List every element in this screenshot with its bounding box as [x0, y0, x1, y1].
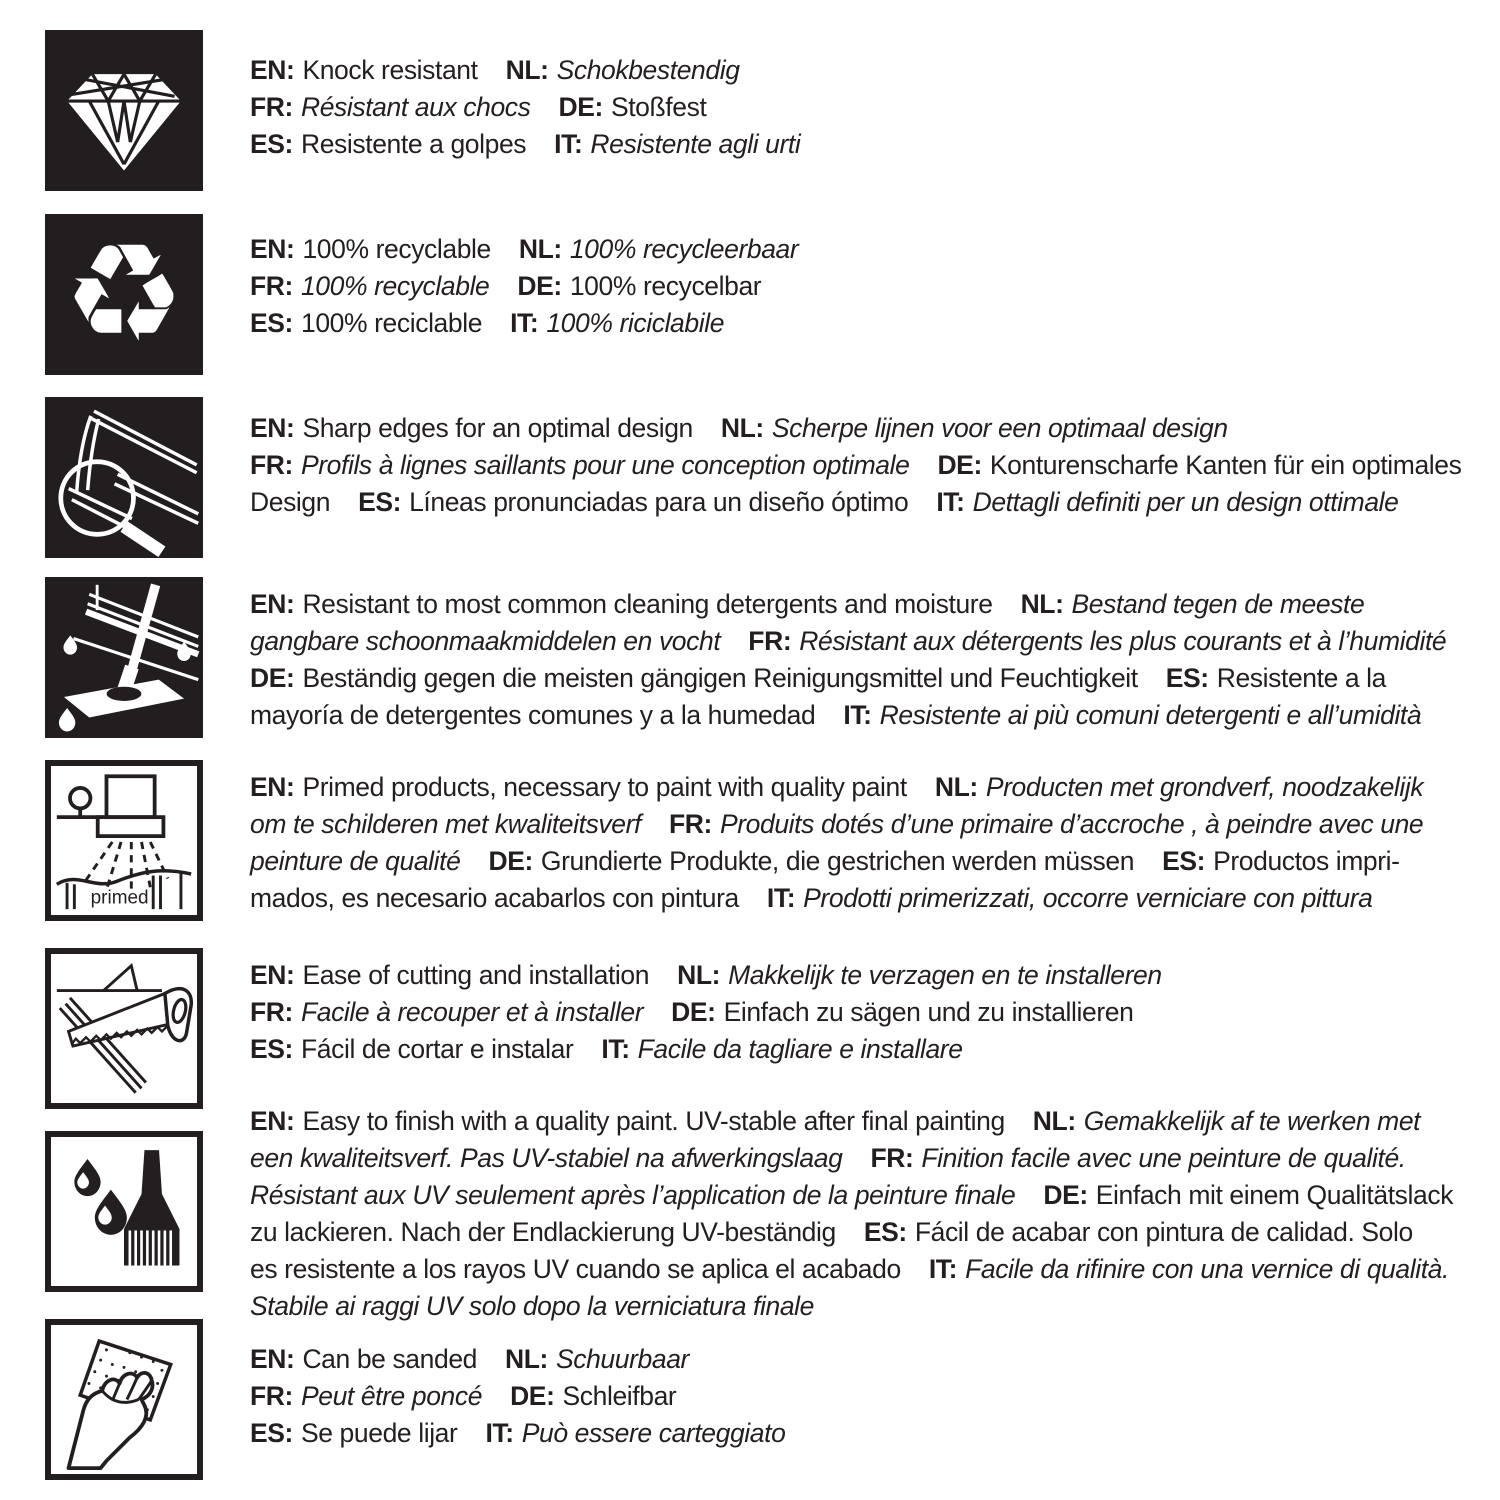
- feature-description: zu lackieren. Nach der Endlackierung UV-beständig: [250, 1217, 836, 1247]
- language-label: ES:: [1162, 846, 1206, 876]
- language-segment: [250, 1418, 457, 1448]
- language-segment: [250, 1291, 814, 1321]
- feature-text-line: [250, 484, 1495, 521]
- language-label: IT:: [601, 1034, 630, 1064]
- feature-description: Peut être poncé: [300, 1381, 483, 1411]
- language-segment: [250, 1254, 901, 1284]
- language-label: FR:: [250, 997, 293, 1027]
- language-segment: [748, 626, 1446, 656]
- feature-text-line: [250, 843, 1495, 880]
- feature-description: Fácil de cortar e instalar: [300, 1034, 574, 1064]
- feature-description: Résistant aux UV seulement après l’application de la peinture finale: [250, 1180, 1016, 1210]
- feature-description: Facile à recouper et à installer: [300, 997, 644, 1027]
- language-label: DE:: [671, 997, 716, 1027]
- language-label: IT:: [766, 883, 796, 913]
- language-label: NL:: [934, 772, 978, 802]
- feature-text-line: [250, 89, 1495, 126]
- language-label: DE:: [250, 663, 295, 693]
- feature-description: een kwaliteitsverf. Pas UV-stabiel na afwerkingslaag: [250, 1143, 843, 1173]
- feature-description: Líneas pronunciadas para un diseño óptimo: [409, 487, 909, 517]
- feature-text-line: [250, 447, 1495, 484]
- language-label: IT:: [928, 1254, 958, 1284]
- ease-of-cutting-text: [250, 957, 1495, 1068]
- language-segment: [870, 1143, 1405, 1173]
- feature-description: Knock resistant: [302, 55, 478, 85]
- language-segment: [677, 960, 1162, 990]
- feature-text-line: [250, 52, 1495, 89]
- feature-text-line: [250, 806, 1495, 843]
- language-segment: [250, 1381, 482, 1411]
- language-label: FR:: [669, 809, 712, 839]
- recycle-icon: [45, 214, 203, 375]
- feature-description: Fácil de acabar con pintura de calidad. Solo: [914, 1217, 1413, 1247]
- language-segment: [250, 997, 643, 1027]
- feature-description: Gemakkelijk af te werken met: [1083, 1106, 1421, 1136]
- language-segment: [250, 700, 815, 730]
- language-segment: [1033, 1106, 1420, 1136]
- handsaw-icon: [51, 954, 197, 1103]
- feature-description: peinture de qualité: [250, 846, 461, 876]
- language-segment: [517, 271, 761, 301]
- primed-products-icon: [45, 760, 203, 921]
- language-label: DE:: [488, 846, 533, 876]
- language-segment: [559, 92, 707, 122]
- language-segment: [601, 1034, 962, 1064]
- language-segment: [250, 1143, 842, 1173]
- language-segment: [505, 1344, 689, 1374]
- feature-description: 100% recyclable: [300, 271, 490, 301]
- feature-description: 100% recycleerbaar: [569, 234, 799, 264]
- can-be-sanded-icon: [45, 1319, 203, 1480]
- language-segment: [250, 1344, 477, 1374]
- language-segment: [1021, 589, 1365, 619]
- feature-description: Resistente ai più comuni detergenti e all’umidità: [879, 700, 1422, 730]
- language-segment: [1166, 663, 1386, 693]
- feature-description: Può essere carteggiato: [521, 1418, 786, 1448]
- language-segment: [250, 883, 739, 913]
- language-label: DE:: [510, 1381, 555, 1411]
- language-label: NL:: [505, 55, 549, 85]
- language-segment: [358, 487, 908, 517]
- language-segment: [250, 809, 641, 839]
- feature-description: Profils à lignes saillants pour une conception optimale: [300, 450, 910, 480]
- feature-text-line: [250, 231, 1495, 268]
- language-label: FR:: [748, 626, 792, 656]
- feature-description: Resistente agli urti: [590, 129, 801, 159]
- feature-text-line: [250, 1251, 1495, 1288]
- language-segment: [554, 129, 800, 159]
- language-label: IT:: [510, 308, 539, 338]
- language-label: EN:: [250, 234, 295, 264]
- feature-description: Grundierte Produkte, die gestrichen werden müssen: [540, 846, 1135, 876]
- feature-description: om te schilderen met kwaliteitsverf: [250, 809, 642, 839]
- sanding-hand-icon: [51, 1325, 197, 1474]
- language-segment: [250, 271, 489, 301]
- feature-description: Facile da tagliare e installare: [637, 1034, 963, 1064]
- easy-to-finish-icon: [45, 1131, 203, 1292]
- feature-description: Can be sanded: [302, 1344, 477, 1374]
- feature-text-line: [250, 1103, 1495, 1140]
- feature-description: Ease of cutting and installation: [302, 960, 650, 990]
- language-label: NL:: [1020, 589, 1064, 619]
- language-segment: [250, 487, 330, 517]
- feature-text-line: [250, 1415, 1495, 1452]
- language-segment: [510, 1381, 676, 1411]
- language-segment: [510, 308, 724, 338]
- feature-description: Schleifbar: [562, 1381, 677, 1411]
- feature-description: Einfach zu sägen und zu installieren: [723, 997, 1134, 1027]
- language-label: IT:: [485, 1418, 514, 1448]
- detergent-resistant-icon: [45, 577, 203, 738]
- feature-text-line: [250, 994, 1495, 1031]
- feature-description: Resistente a golpes: [300, 129, 527, 159]
- language-segment: [936, 487, 1398, 517]
- language-segment: [937, 450, 1461, 480]
- primed-spray-icon: [51, 766, 197, 915]
- language-label: IT:: [554, 129, 583, 159]
- detergent-resistant-text: [250, 586, 1495, 734]
- feature-text-line: [250, 1288, 1495, 1325]
- feature-description: Résistant aux chocs: [300, 92, 531, 122]
- language-segment: [250, 413, 693, 443]
- language-segment: [250, 960, 649, 990]
- language-segment: [843, 700, 1421, 730]
- language-label: NL:: [720, 413, 764, 443]
- language-segment: [767, 883, 1373, 913]
- language-label: EN:: [250, 1344, 295, 1374]
- language-label: NL:: [518, 234, 562, 264]
- feature-description: es resistente a los rayos UV cuando se aplica el acabado: [250, 1254, 901, 1284]
- feature-text-line: [250, 957, 1495, 994]
- language-label: IT:: [843, 700, 872, 730]
- language-label: ES:: [358, 487, 402, 517]
- feature-text-line: [250, 1214, 1495, 1251]
- feature-description: Stabile ai raggi UV solo dopo la verniciatura finale: [250, 1291, 815, 1321]
- language-segment: [1162, 846, 1400, 876]
- feature-description: Easy to finish with a quality paint. UV-stable after final painting: [302, 1106, 1005, 1136]
- primed-label: primed: [90, 887, 149, 909]
- language-segment: [250, 772, 907, 802]
- feature-description: Einfach mit einem Qualitätslack: [1095, 1180, 1454, 1210]
- feature-text-line: [250, 1341, 1495, 1378]
- language-label: EN:: [250, 960, 295, 990]
- language-segment: [250, 626, 720, 656]
- feature-description: Finition facile avec une peinture de qualité.: [921, 1143, 1406, 1173]
- feature-text-line: [250, 1378, 1495, 1415]
- language-label: IT:: [936, 487, 965, 517]
- language-segment: [669, 809, 1423, 839]
- language-segment: [250, 55, 478, 85]
- feature-text-line: [250, 623, 1495, 660]
- recyclable-text: [250, 231, 1495, 342]
- language-label: ES:: [250, 308, 293, 338]
- diamond-icon: [45, 30, 203, 191]
- mop-icon: [45, 577, 203, 738]
- feature-description: Beständig gegen die meisten gängigen Reinigungsmittel und Feuchtigkeit: [302, 663, 1138, 693]
- language-segment: [250, 129, 526, 159]
- feature-description: Sharp edges for an optimal design: [302, 413, 693, 443]
- feature-description: Design: [250, 487, 331, 517]
- language-segment: [250, 92, 531, 122]
- feature-description: Producten met grondverf, noodzakelijk: [985, 772, 1424, 802]
- language-segment: [250, 450, 909, 480]
- language-segment: [250, 1217, 836, 1247]
- feature-description: 100% riciclabile: [546, 308, 725, 338]
- language-label: FR:: [250, 271, 293, 301]
- feature-description: Bestand tegen de meeste: [1071, 589, 1365, 619]
- svg-text:♻: ♻: [63, 215, 185, 374]
- feature-text-line: [250, 697, 1495, 734]
- language-label: EN:: [250, 55, 295, 85]
- feature-text-line: [250, 1031, 1495, 1068]
- feature-description: Schuurbaar: [555, 1344, 689, 1374]
- sharp-edges-icon: [45, 397, 203, 558]
- feature-text-line: [250, 1140, 1495, 1177]
- feature-text-line: [250, 268, 1495, 305]
- language-label: DE:: [1043, 1180, 1088, 1210]
- language-label: ES:: [250, 1034, 293, 1064]
- feature-description: Primed products, necessary to paint with quality paint: [302, 772, 907, 802]
- language-segment: [250, 1180, 1015, 1210]
- language-segment: [488, 846, 1134, 876]
- feature-description: gangbare schoonmaakmiddelen en vocht: [250, 626, 721, 656]
- feature-text-line: [250, 769, 1495, 806]
- sharp-edges-text: [250, 410, 1495, 521]
- language-label: FR:: [250, 92, 293, 122]
- feature-description: Stoßfest: [610, 92, 707, 122]
- feature-text-line: [250, 126, 1495, 163]
- feature-text-line: [250, 1177, 1495, 1214]
- sharp-edges-magnifier-icon: [45, 397, 203, 558]
- language-segment: [250, 308, 482, 338]
- language-label: DE:: [558, 92, 603, 122]
- knock-resistant-icon: [45, 30, 203, 191]
- language-segment: [485, 1418, 785, 1448]
- language-label: FR:: [870, 1143, 914, 1173]
- language-label: DE:: [517, 271, 562, 301]
- feature-text-line: [250, 660, 1495, 697]
- easy-to-finish-text: [250, 1103, 1495, 1325]
- paint-drops-brush-icon: [51, 1137, 197, 1286]
- feature-description: Resistente a la: [1216, 663, 1387, 693]
- language-segment: [250, 663, 1138, 693]
- can-be-sanded-text: [250, 1341, 1495, 1452]
- feature-description: Productos impri-: [1213, 846, 1400, 876]
- language-label: FR:: [250, 450, 293, 480]
- language-segment: [1043, 1180, 1453, 1210]
- feature-description: Dettagli definiti per un design ottimale: [972, 487, 1399, 517]
- language-segment: [671, 997, 1133, 1027]
- feature-description: Scherpe lijnen voor een optimaal design: [771, 413, 1228, 443]
- language-segment: [250, 1034, 573, 1064]
- feature-description: Facile da rifinire con una vernice di qualità.: [965, 1254, 1449, 1284]
- language-label: EN:: [250, 1106, 295, 1136]
- feature-description: Produits dotés d’une primaire d’accroche , à peindre avec une: [719, 809, 1424, 839]
- language-segment: [250, 589, 993, 619]
- feature-description: 100% recyclable: [302, 234, 491, 264]
- feature-description: mados, es necesario acabarlos con pintura: [250, 883, 739, 913]
- language-label: EN:: [250, 589, 295, 619]
- feature-description: mayoría de detergentes comunes y a la humedad: [250, 700, 816, 730]
- feature-text-line: [250, 305, 1495, 342]
- language-segment: [519, 234, 798, 264]
- language-label: EN:: [250, 772, 295, 802]
- feature-description: Schokbestendig: [556, 55, 740, 85]
- language-label: ES:: [863, 1217, 907, 1247]
- language-label: ES:: [250, 1418, 293, 1448]
- feature-text-line: [250, 586, 1495, 623]
- ease-of-cutting-icon: [45, 948, 203, 1109]
- knock-resistant-text: [250, 52, 1495, 163]
- feature-description: Konturenscharfe Kanten für ein optimales: [989, 450, 1462, 480]
- feature-description: Résistant aux détergents les plus courants et à l’humidité: [799, 626, 1447, 656]
- language-segment: [506, 55, 740, 85]
- feature-text-line: [250, 410, 1495, 447]
- feature-description: 100% reciclable: [300, 308, 483, 338]
- feature-description: Se puede lijar: [300, 1418, 458, 1448]
- feature-description: Resistant to most common cleaning detergents and moisture: [302, 589, 993, 619]
- language-label: DE:: [937, 450, 982, 480]
- language-label: ES:: [1165, 663, 1209, 693]
- feature-text-line: [250, 880, 1495, 917]
- language-segment: [250, 234, 491, 264]
- primed-products-text: [250, 769, 1495, 917]
- feature-description: 100% recycelbar: [569, 271, 762, 301]
- language-segment: [250, 1106, 1005, 1136]
- language-segment: [929, 1254, 1449, 1284]
- language-segment: [864, 1217, 1413, 1247]
- feature-description: Prodotti primerizzati, occorre verniciare con pittura: [803, 883, 1373, 913]
- language-label: NL:: [505, 1344, 548, 1374]
- language-label: FR:: [250, 1381, 293, 1411]
- language-segment: [935, 772, 1423, 802]
- feature-description: Makkelijk te verzagen en te installeren: [728, 960, 1162, 990]
- language-segment: [721, 413, 1228, 443]
- language-label: EN:: [250, 413, 295, 443]
- language-label: NL:: [677, 960, 721, 990]
- language-label: ES:: [250, 129, 293, 159]
- recyclable-icon: [45, 214, 203, 375]
- language-label: NL:: [1032, 1106, 1076, 1136]
- language-segment: [250, 846, 460, 876]
